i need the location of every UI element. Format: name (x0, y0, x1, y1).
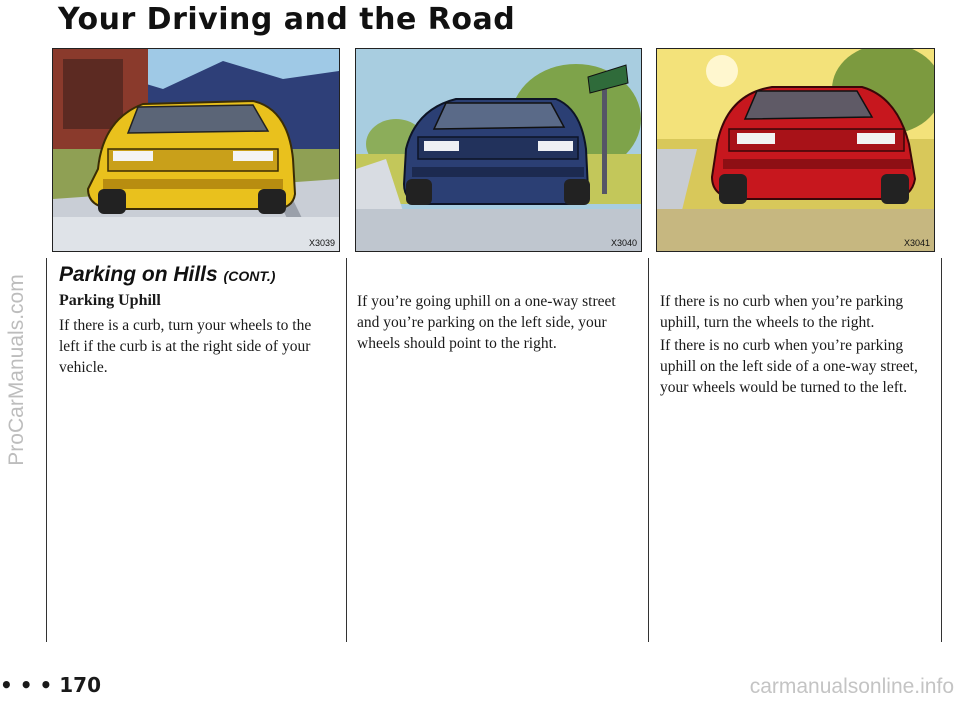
side-watermark: ProCarManuals.com (5, 274, 28, 466)
column-divider (346, 258, 347, 642)
footer-watermark: carmanualsonline.info (749, 675, 954, 698)
column-divider (46, 258, 47, 642)
col3-paragraph-1: If there is no curb when you’re parking uphill, turn the wheels to the right. (660, 293, 904, 331)
column-divider (648, 258, 649, 642)
figure-code: X3040 (610, 238, 637, 248)
col2-paragraph: If you’re going uphill on a one-way street and you’re parking on the left side, your wheels should point to the right. (357, 293, 616, 352)
section-heading-suffix: (CONT.) (223, 268, 276, 284)
figure-code: X3039 (308, 238, 335, 248)
figure-code: X3041 (903, 238, 930, 248)
figure-blue-car (355, 48, 642, 252)
page-number: • • • 170 (0, 673, 101, 697)
blue-car-uphill-illustration (356, 49, 641, 251)
page-title: Your Driving and the Road (58, 2, 516, 37)
col3-paragraph-2: If there is no curb when you’re parking uphill on the left side of a one-way street, your wheels would be turned to the left. (660, 337, 918, 396)
figure-yellow-car (52, 48, 340, 252)
yellow-car-uphill-illustration (53, 49, 339, 251)
minor-heading: Parking Uphill (59, 292, 161, 309)
col1-paragraph: If there is a curb, turn your wheels to the left if the curb is at the right side of your vehicle. (59, 317, 312, 376)
column-divider (941, 258, 942, 642)
section-heading-text: Parking on Hills (59, 263, 218, 286)
section-heading (59, 263, 275, 287)
red-car-uphill-illustration (657, 49, 934, 251)
figure-red-car (656, 48, 935, 252)
